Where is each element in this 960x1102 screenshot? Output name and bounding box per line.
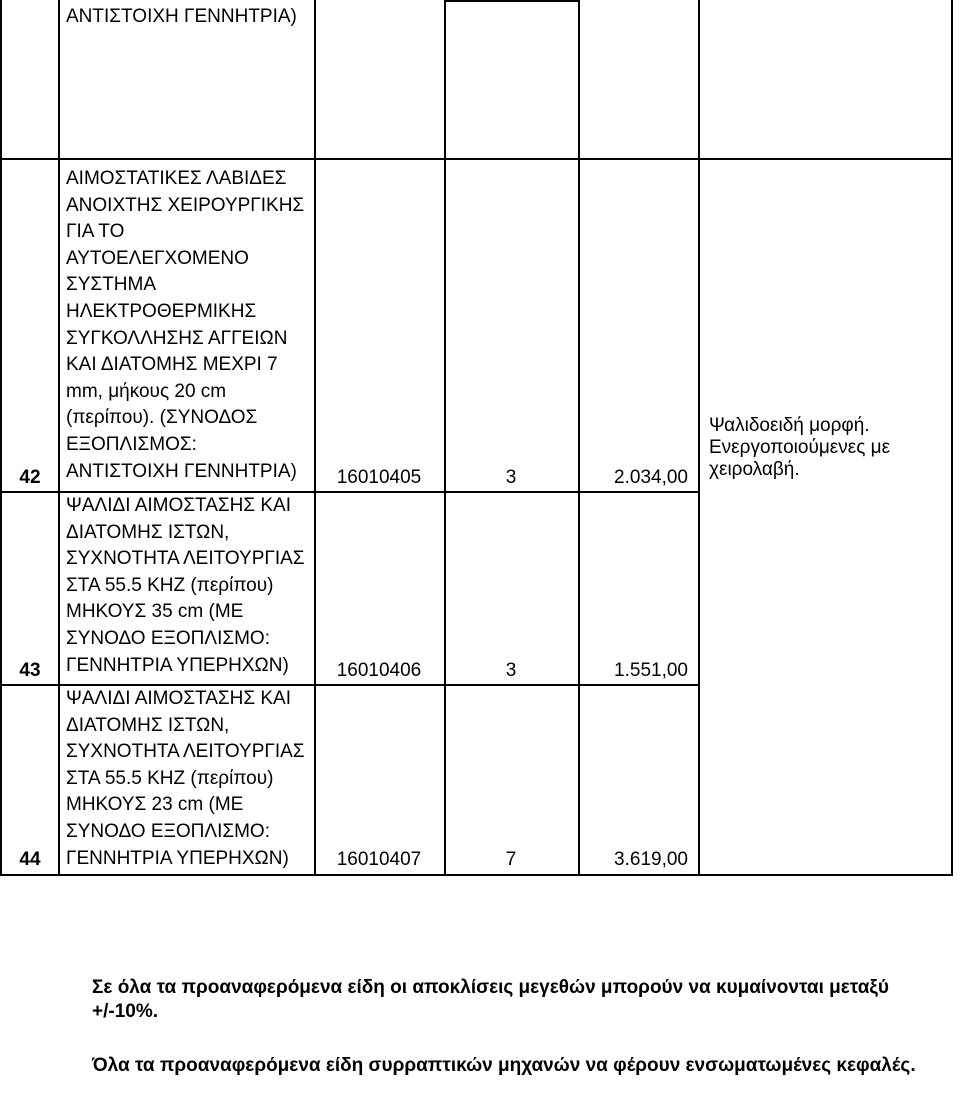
col-border-desc-left — [58, 0, 60, 876]
item-quantity: 7 — [505, 849, 517, 870]
item-quantity: 3 — [505, 660, 517, 681]
item-quantity: 3 — [505, 467, 517, 488]
item-code: 16010407 — [336, 849, 422, 870]
item-code: 16010405 — [336, 467, 422, 488]
row-number: 44 — [19, 849, 41, 870]
col-border-code-right — [444, 0, 446, 876]
footer-note-tolerance: Σε όλα τα προαναφερόμενα είδη οι αποκλίσεις μεγεθών μπορούν να κυμαίνονται μεταξύ +/-10%. — [92, 977, 889, 1022]
row-border-41-42 — [0, 158, 953, 160]
table-bottom-border — [0, 874, 953, 876]
item-price: 1.551,00 — [614, 660, 688, 681]
item-description: ΨΑΛΙΔΙ ΑΙΜΟΣΤΑΣΗΣ ΚΑΙ ΔΙΑΤΟΜΗΣ ΙΣΤΩΝ, ΣΥΧΝΟΤΗΤΑ ΛΕΙΤΟΥΡΓΙΑΣ ΣΤΑ 55.5 ΚΗΖ (περίπου) ΜΗΚΟΥΣ 35 cm (ΜΕ ΣΥΝΟΔΟ ΕΞΟΠΛΙΣΜΟ: ΓΕΝΝΗΤΡΙΑ ΥΠΕΡΗΧΩΝ) — [66, 495, 305, 676]
col-border-note-right — [951, 0, 953, 876]
row-number: 42 — [19, 467, 41, 488]
item-note: Ψαλιδοειδή μορφή. Ενεργοποιούμενες με χειρολαβή. — [709, 415, 891, 480]
item-price: 2.034,00 — [614, 467, 688, 488]
col-border-desc-right — [314, 0, 316, 876]
col-border-price-right — [698, 0, 700, 876]
col-border-qty-right — [578, 0, 580, 876]
col-border-left — [0, 0, 2, 876]
item-code: 16010406 — [336, 660, 422, 681]
item-description: ΨΑΛΙΔΙ ΑΙΜΟΣΤΑΣΗΣ ΚΑΙ ΔΙΑΤΟΜΗΣ ΙΣΤΩΝ, ΣΥΧΝΟΤΗΤΑ ΛΕΙΤΟΥΡΓΙΑΣ ΣΤΑ 55.5 ΚΗΖ (περίπου) ΜΗΚΟΥΣ 23 cm (ΜΕ ΣΥΝΟΔΟ ΕΞΟΠΛΙΣΜΟ: ΓΕΝΝΗΤΡΙΑ ΥΠΕΡΗΧΩΝ) — [66, 688, 305, 869]
row-number: 43 — [19, 660, 41, 681]
row-41-description-tail: ΑΝΤΙΣΤΟΙΧΗ ΓΕΝΝΗΤΡΙΑ) — [66, 6, 297, 27]
item-price: 3.619,00 — [614, 849, 688, 870]
item-description: ΑΙΜΟΣΤΑΤΙΚΕΣ ΛΑΒΙΔΕΣ ΑΝΟΙΧΤΗΣ ΧΕΙΡΟΥΡΓΙΚΗΣ ΓΙΑ ΤΟ ΑΥΤΟΕΛΕΓΧΟΜΕΝΟ ΣΥΣΤΗΜΑ ΗΛΕΚΤΡΟΘΕΡΜΙΚΗΣ ΣΥΓΚΟΛΛΗΣΗΣ ΑΓΓΕΙΩΝ ΚΑΙ ΔΙΑΤΟΜΗΣ ΜΕΧΡΙ 7 mm, μήκους 20 cm (περίπου). (ΣΥΝΟΔΟΣ ΕΞΟΠΛΙΣΜΟΣ: ΑΝΤΙΣΤΟΙΧΗ ΓΕΝΝΗΤΡΙΑ) — [66, 168, 305, 482]
top-inner-border — [444, 0, 580, 2]
footer-note-heads: Όλα τα προαναφερόμενα είδη συρραπτικών μηχανών να φέρουν ενσωματωμένες κεφαλές. — [92, 1055, 916, 1076]
